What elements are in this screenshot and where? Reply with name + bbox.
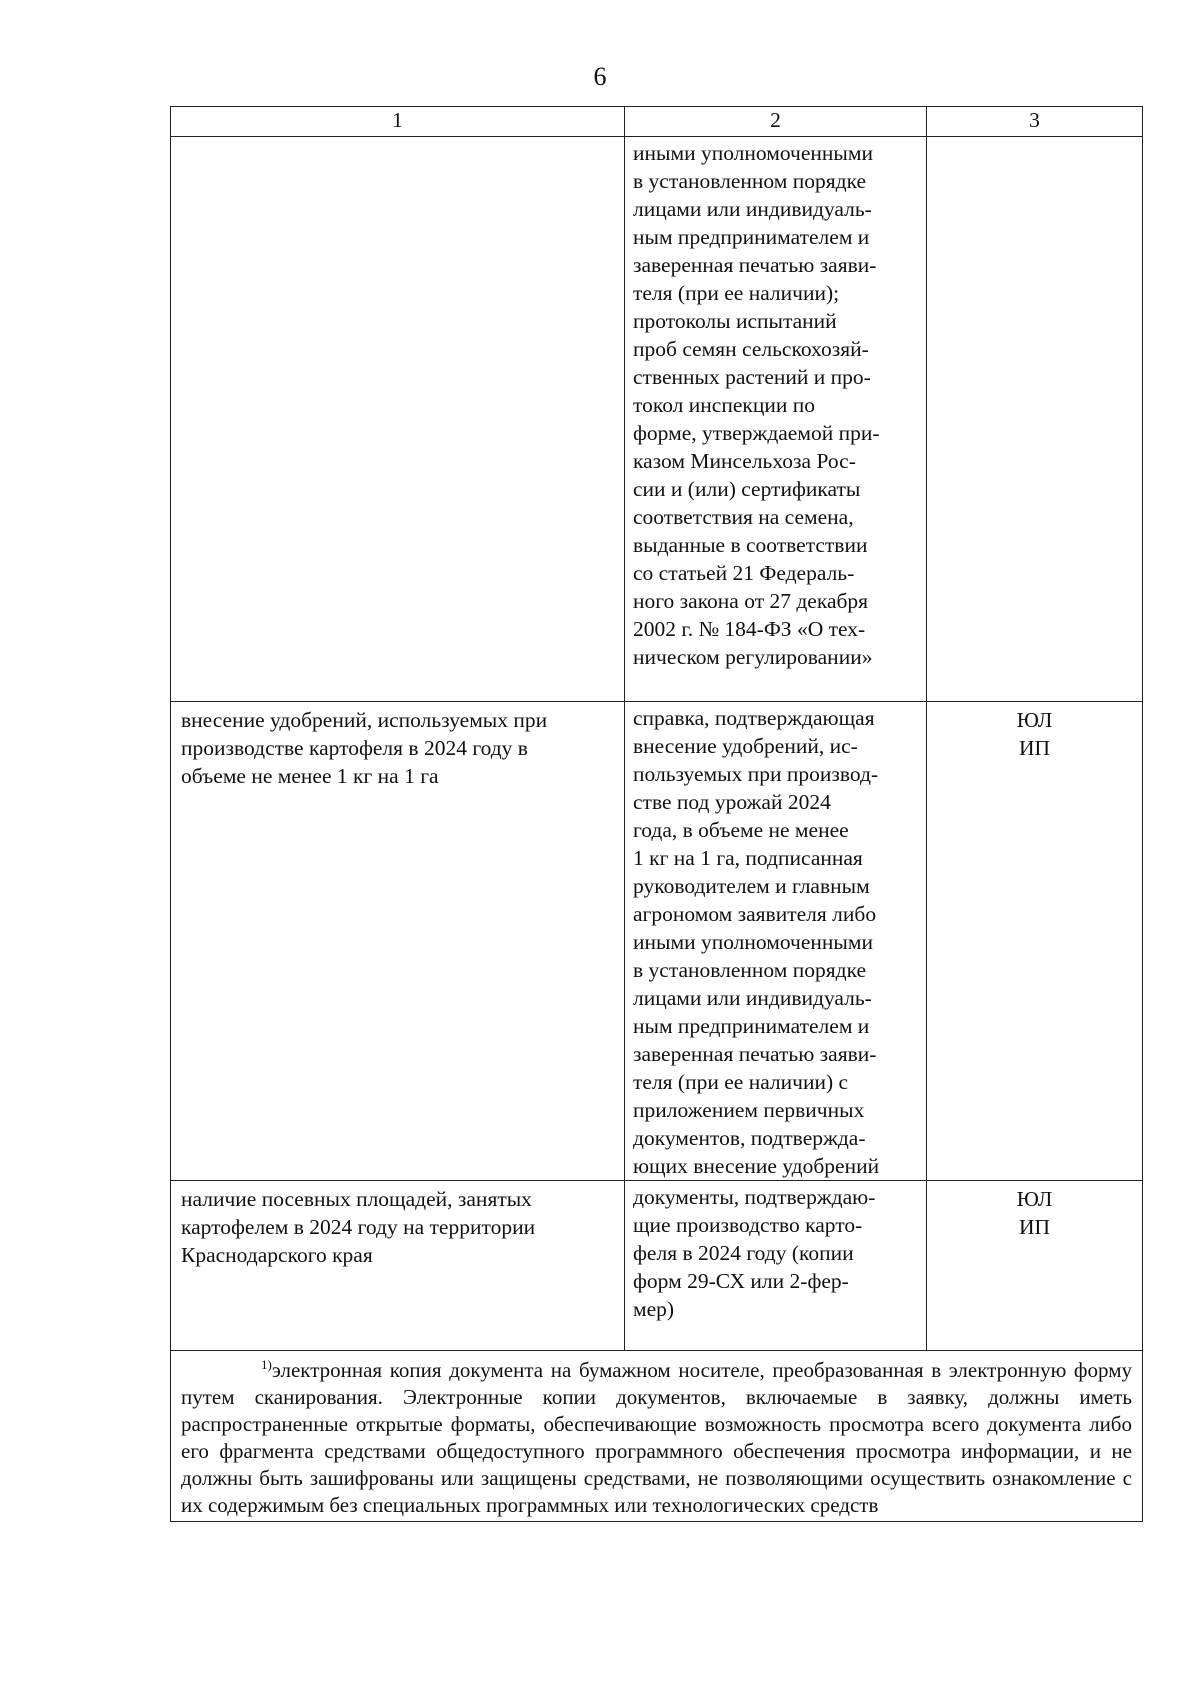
condition-cell: внесение удобрений, используемых при производстве картофеля в 2024 году в объеме не менее 1 кг на 1 га: [171, 702, 625, 1181]
documents-cell: иными уполномоченными в установленном порядке лицами или индивидуаль- ным предпринимателем и заверенная печатью заяви- теля (при ее наличии); протоколы испытаний проб семян сельскохозяй- ственных растений и про- токол инспекции по форме, утверждаемой при- казом Минсельхоза Рос- сии и (или) сертификаты соответствия на семена, выданные в соответствии со статьей 21 Федераль- ного закона от 27 декабря 2002 г. № 184-ФЗ «О тех- ническом регулировании»: [625, 137, 927, 702]
documents-cell: справка, подтверждающая внесение удобрений, ис- пользуемых при производ- стве под урожай 2024 года, в объеме не менее 1 кг на 1 га, подписанная руководителем и главным агрономом заявителя либо иными уполномоченными в установленном порядке лицами или индивидуаль- ным предпринимателем и заверенная печатью заяви- теля (при ее наличии) с приложением первичных документов, подтвержда- ющих внесение удобрений: [625, 702, 927, 1181]
page-number: 6: [593, 62, 607, 91]
footnote-marker: 1): [261, 1357, 272, 1372]
table-row: [171, 1181, 1143, 1351]
column-header-3: 3: [927, 107, 1143, 137]
table-row: [171, 702, 1143, 1181]
condition-cell: наличие посевных площадей, занятых картофелем в 2024 году на территории Краснодарского края: [171, 1181, 625, 1351]
footnote: [171, 1351, 1143, 1522]
table-header-row: [171, 107, 1143, 137]
condition-cell: [171, 137, 625, 702]
footnote-text: электронная копия документа на бумажном носителе, преобразованная в электронную форму путем сканирования. Электронные копии документов, включаемые в заявку, должны иметь распространенные открытые форматы, обеспечивающие возможность просмотра всего документа либо его фрагмента средствами общедоступного программного обеспечения просмотра информации, и не должны быть зашифрованы или защищены средствами, не позволяющими осуществить ознакомление с их содержимым без специальных программных или технологических средств: [181, 1358, 1132, 1517]
column-header-2: 2: [625, 107, 927, 137]
requirements-table: [170, 106, 1143, 1522]
applicant-type-cell: ЮЛ ИП: [927, 1181, 1143, 1351]
column-header-1: 1: [171, 107, 625, 137]
documents-cell: документы, подтверждаю- щие производство карто- феля в 2024 году (копии форм 29-СХ или 2-фер- мер): [625, 1181, 927, 1351]
footnote-row: [171, 1351, 1143, 1522]
applicant-type-cell: ЮЛ ИП: [927, 702, 1143, 1181]
table-row: [171, 137, 1143, 702]
applicant-type-cell: [927, 137, 1143, 702]
